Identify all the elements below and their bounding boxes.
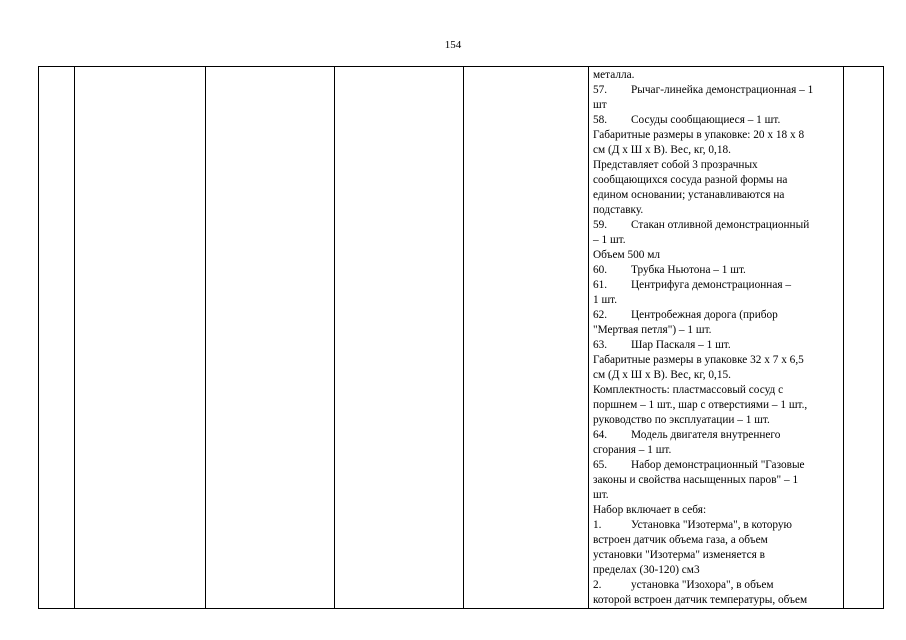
table-row [39,67,884,609]
description-line: которой встроен датчик температуры, объем [593,594,808,606]
description-line: 60. Трубка Ньютона – 1 шт. [593,264,746,276]
page-number: 154 [444,39,462,51]
description-line: металла. [593,69,635,81]
description-line: 59. Стакан отливной демонстрационный [593,219,810,231]
description-line: "Мертвая петля") – 1 шт. [593,324,712,336]
description-line: 61. Центрифуга демонстрационная – [593,279,792,291]
description-line: поршнем – 1 шт., шар с отверстиями – 1 шт., [593,399,808,411]
description-text [589,67,843,608]
description-line: сгорания – 1 шт. [593,444,672,456]
description-line: 2. установка "Изохора", в объем [593,579,774,591]
description-line: шт [593,99,607,111]
description-line: 64. Модель двигателя внутреннего [593,429,781,441]
table-cell-description [589,67,844,609]
description-line: руководство по эксплуатации – 1 шт. [593,414,770,426]
description-line: 63. Шар Паскаля – 1 шт. [593,339,731,351]
table-cell-col3 [206,67,335,609]
description-line: Габаритные размеры в упаковке 32 х 7 х 6,5 [593,354,804,366]
description-line: Представляет собой 3 прозрачных [593,159,758,171]
description-line: Габаритные размеры в упаковке: 20 х 18 х 8 [593,129,805,141]
table-cell-col4 [335,67,464,609]
description-line: встроен датчик объема газа, а объем [593,534,768,546]
description-line: – 1 шт. [593,234,626,246]
description-line: см (Д х Ш х В). Вес, кг, 0,15. [593,369,731,381]
description-line: законы и свойства насыщенных паров" – 1 [593,474,799,486]
description-line: см (Д х Ш х В). Вес, кг, 0,18. [593,144,731,156]
description-line: 57. Рычаг-линейка демонстрационная – 1 [593,84,814,96]
description-line: Объем 500 мл [593,249,661,261]
table-cell-last [844,67,884,609]
description-line: подставку. [593,204,644,216]
description-line: 62. Центробежная дорога (прибор [593,309,778,321]
description-line: 1. Установка "Изотерма", в которую [593,519,792,531]
description-line: Комплектность: пластмассовый сосуд с [593,384,784,396]
table-cell-col2 [75,67,206,609]
description-line: шт. [593,489,609,501]
description-line: пределах (30-120) см3 [593,564,700,576]
description-line: 65. Набор демонстрационный "Газовые [593,459,805,471]
description-line: 1 шт. [593,294,618,306]
description-line: сообщающихся сосуда разной формы на [593,174,788,186]
description-line: Набор включает в себя: [593,504,707,516]
table-cell-number [39,67,75,609]
table-cell-col5 [464,67,589,609]
description-line: 58. Сосуды сообщающиеся – 1 шт. [593,114,781,126]
description-line: установки "Изотерма" изменяется в [593,549,765,561]
equipment-table [38,66,884,609]
description-line: едином основании; устанавливаются на [593,189,785,201]
